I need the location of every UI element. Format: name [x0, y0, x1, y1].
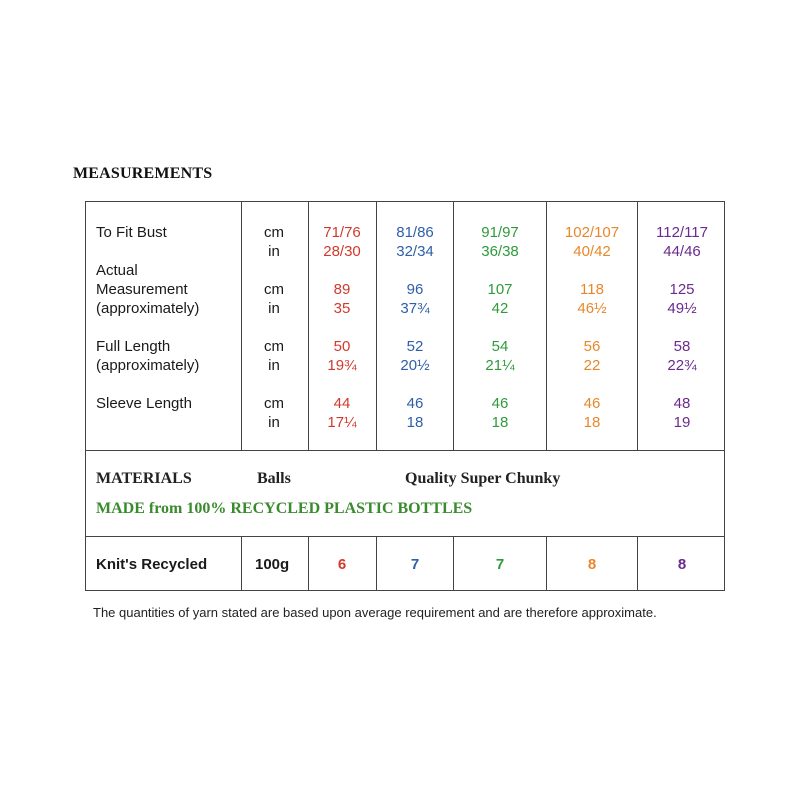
size-3-length-cm: 54: [491, 338, 509, 355]
col-divider: [453, 202, 454, 450]
size-1-length-cm: 50: [333, 338, 351, 355]
materials-label: MATERIALS: [96, 470, 192, 487]
size-5-balls: 8: [677, 556, 687, 573]
row-label-actual: (approximately): [96, 300, 200, 317]
size-3-bust-in: 36/38: [481, 243, 519, 260]
size-4-length-in: 22: [583, 357, 601, 374]
row-label-sleeve: Sleeve Length: [96, 395, 192, 412]
size-3-sleeve-in: 18: [491, 414, 509, 431]
col-divider: [376, 536, 377, 591]
size-2-sleeve-in: 18: [406, 414, 424, 431]
size-3-balls: 7: [495, 556, 505, 573]
size-3-actual-cm: 107: [487, 281, 513, 298]
col-divider: [546, 536, 547, 591]
size-2-bust-cm: 81/86: [396, 224, 434, 241]
size-2-actual-cm: 96: [406, 281, 424, 298]
col-divider: [241, 202, 242, 450]
yarn-name: Knit's Recycled: [96, 556, 208, 573]
size-5-bust-cm: 112/117: [656, 224, 708, 241]
size-5-sleeve-in: 19: [673, 414, 691, 431]
col-divider: [241, 536, 242, 591]
divider-materials: [86, 450, 724, 451]
size-1-bust-in: 28/30: [323, 243, 361, 260]
size-4-sleeve-cm: 46: [583, 395, 601, 412]
row-label-bust: To Fit Bust: [96, 224, 167, 241]
size-5-actual-in: 49½: [667, 300, 697, 317]
size-5-length-cm: 58: [673, 338, 691, 355]
size-1-length-in: 19¾: [327, 357, 357, 374]
col-divider: [308, 202, 309, 450]
col-divider: [308, 536, 309, 591]
size-5-length-in: 22¾: [667, 357, 697, 374]
row-label-actual: Actual: [96, 262, 138, 279]
col-divider: [637, 536, 638, 591]
size-5-bust-in: 44/46: [663, 243, 701, 260]
size-4-actual-cm: 118: [580, 281, 604, 298]
size-4-actual-in: 46½: [577, 300, 607, 317]
size-4-sleeve-in: 18: [583, 414, 601, 431]
size-4-balls: 8: [587, 556, 597, 573]
size-5-actual-cm: 125: [669, 281, 695, 298]
yarn-weight: 100g: [255, 556, 290, 573]
size-1-balls: 6: [337, 556, 347, 573]
size-3-actual-in: 42: [491, 300, 509, 317]
materials-balls: Balls: [257, 470, 291, 487]
materials-made-from: MADE from 100% RECYCLED PLASTIC BOTTLES: [96, 500, 473, 517]
size-5-sleeve-cm: 48: [673, 395, 691, 412]
size-1-sleeve-cm: 44: [333, 395, 351, 412]
col-divider: [453, 536, 454, 591]
row-label-length: (approximately): [96, 357, 200, 374]
yarn-quantity-note: The quantities of yarn stated are based upon average requirement and are therefore approximate.: [93, 605, 657, 620]
size-4-length-cm: 56: [583, 338, 601, 355]
col-divider: [546, 202, 547, 450]
row-label-length: Full Length: [96, 338, 171, 355]
divider-yarn: [86, 536, 724, 537]
size-1-actual-cm: 89: [333, 281, 351, 298]
size-2-actual-in: 37¾: [400, 300, 430, 317]
row-label-actual: Measurement: [96, 281, 188, 298]
size-3-bust-cm: 91/97: [481, 224, 519, 241]
page-title: MEASUREMENTS: [73, 165, 213, 182]
size-4-bust-cm: 102/107: [564, 224, 620, 241]
size-3-length-in: 21¼: [485, 357, 515, 374]
size-3-sleeve-cm: 46: [491, 395, 509, 412]
size-1-actual-in: 35: [333, 300, 351, 317]
size-2-sleeve-cm: 46: [406, 395, 424, 412]
size-2-balls: 7: [410, 556, 420, 573]
size-1-bust-cm: 71/76: [323, 224, 361, 241]
materials-quality: Quality Super Chunky: [405, 470, 561, 487]
size-4-bust-in: 40/42: [573, 243, 611, 260]
size-2-length-cm: 52: [406, 338, 424, 355]
size-2-bust-in: 32/34: [396, 243, 434, 260]
measurements-table: To Fit Bust Actual Measurement (approximately) Full Length (approximately) Sleeve Length cm in cm in cm in cm in MATERIALS Balls Quality Super Chunky MADE from 100% RECYCLED PLASTIC BOTTLES Knit's Recycled 100g 71/76 28/30 89 35 50 19¾ 44 17¼ 6 81/86 32/34 96 37¾ 52 20½ 46 18 7 91/97 36/38 107 42 54 21¼ 46 18 7 102/107 40/42 118 46½ 56 22 46 18 8 112/117 44/46 125 49½ 58 22¾ 48 19 8: [85, 201, 725, 591]
size-1-sleeve-in: 17¼: [327, 414, 357, 431]
size-2-length-in: 20½: [400, 357, 430, 374]
